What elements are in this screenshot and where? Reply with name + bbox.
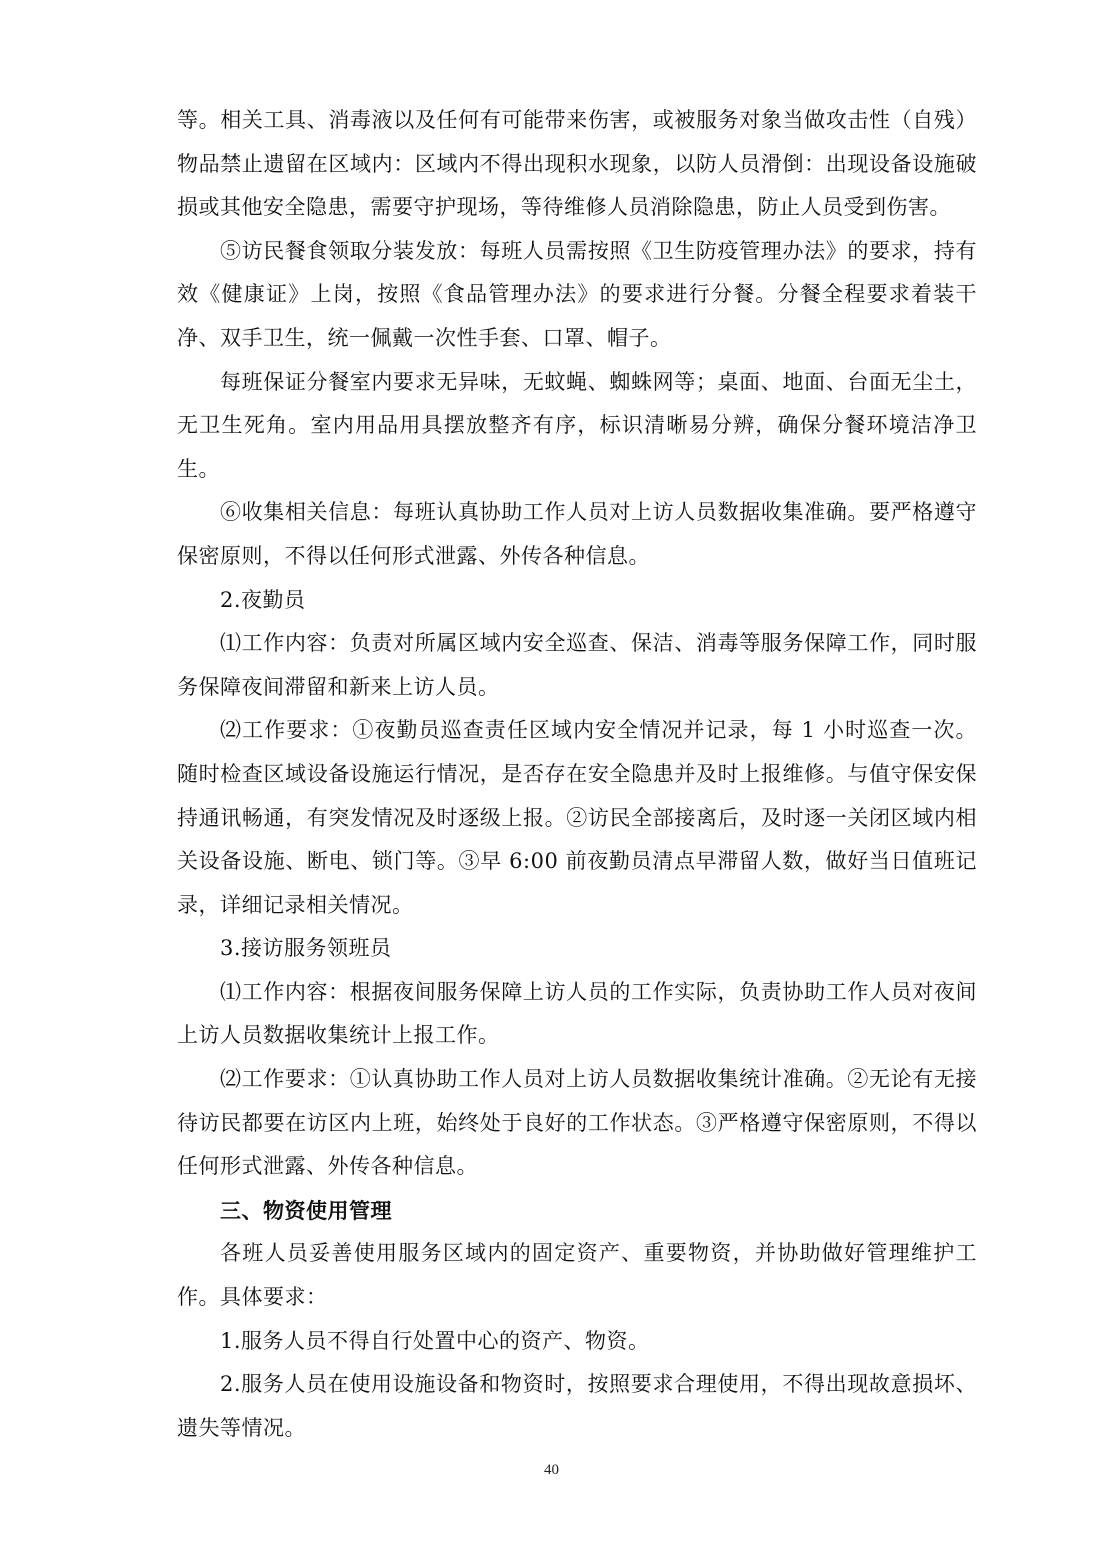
list-item: 1.服务人员不得自行处置中心的资产、物资。 xyxy=(220,1328,650,1353)
paragraph: 等。相关工具、消毒液以及任何有可能带来伤害，或被服务对象当做攻击性（自残）物品禁止遗留在区域内：区域内不得出现积水现象，以防人员滑倒：出现设备设施破损或其他安全隐患，需要守护现场，等待维修人员消除隐患，防止人员受到伤害。 xyxy=(177,108,977,220)
paragraph: ⑤访民餐食领取分装发放：每班人员需按照《卫生防疫管理办法》的要求，持有效《健康证》上岗，按照《食品管理办法》的要求进行分餐。分餐全程要求着装干净、双手卫生，统一佩戴一次性手套、口罩、帽子。 xyxy=(177,238,977,350)
page-body xyxy=(177,99,977,1450)
paragraph: ⑵工作要求：①认真协助工作人员对上访人员数据收集统计准确。②无论有无接待访民都要在访区内上班，始终处于良好的工作状态。③严格遵守保密原则，不得以任何形式泄露、外传各种信息。 xyxy=(177,1067,977,1179)
paragraph: 各班人员妥善使用服务区域内的固定资产、重要物资，并协助做好管理维护工作。具体要求： xyxy=(177,1241,977,1310)
list-item: 2.服务人员在使用设施设备和物资时，按照要求合理使用，不得出现故意损坏、遗失等情况。 xyxy=(177,1372,977,1440)
paragraph: ⑴工作内容：负责对所属区域内安全巡查、保洁、消毒等服务保障工作，同时服务保障夜间滞留和新来上访人员。 xyxy=(177,631,977,699)
paragraph: ⑥收集相关信息：每班认真协助工作人员对上访人员数据收集准确。要严格遵守保密原则，不得以任何形式泄露、外传各种信息。 xyxy=(177,500,977,568)
paragraph: ⑵工作要求：①夜勤员巡查责任区域内安全情况并记录，每 1 小时巡查一次。随时检查区域设备设施运行情况，是否存在安全隐患并及时上报维修。与值守保安保持通讯畅通，有突发情况及时逐级上报。②访民全部接离后，及时逐一关闭区域内相关设备设施、断电、锁门等。③早 6:00 前夜勤员清点早滞留人数，做好当日值班记录，详细记录相关情况。 xyxy=(177,718,977,917)
subsection-heading: 3.接访服务领班员 xyxy=(220,936,392,961)
page-number: 40 xyxy=(544,1462,559,1478)
paragraph: ⑴工作内容：根据夜间服务保障上访人员的工作实际，负责协助工作人员对夜间上访人员数据收集统计上报工作。 xyxy=(177,979,977,1048)
subsection-heading: 2.夜勤员 xyxy=(220,587,306,612)
paragraph: 每班保证分餐室内要求无异味，无蚊蝇、蜘蛛网等；桌面、地面、台面无尘土，无卫生死角。室内用品用具摆放整齐有序，标识清晰易分辨，确保分餐环境洁净卫生。 xyxy=(177,369,977,481)
section-heading: 三、物资使用管理 xyxy=(220,1197,392,1223)
